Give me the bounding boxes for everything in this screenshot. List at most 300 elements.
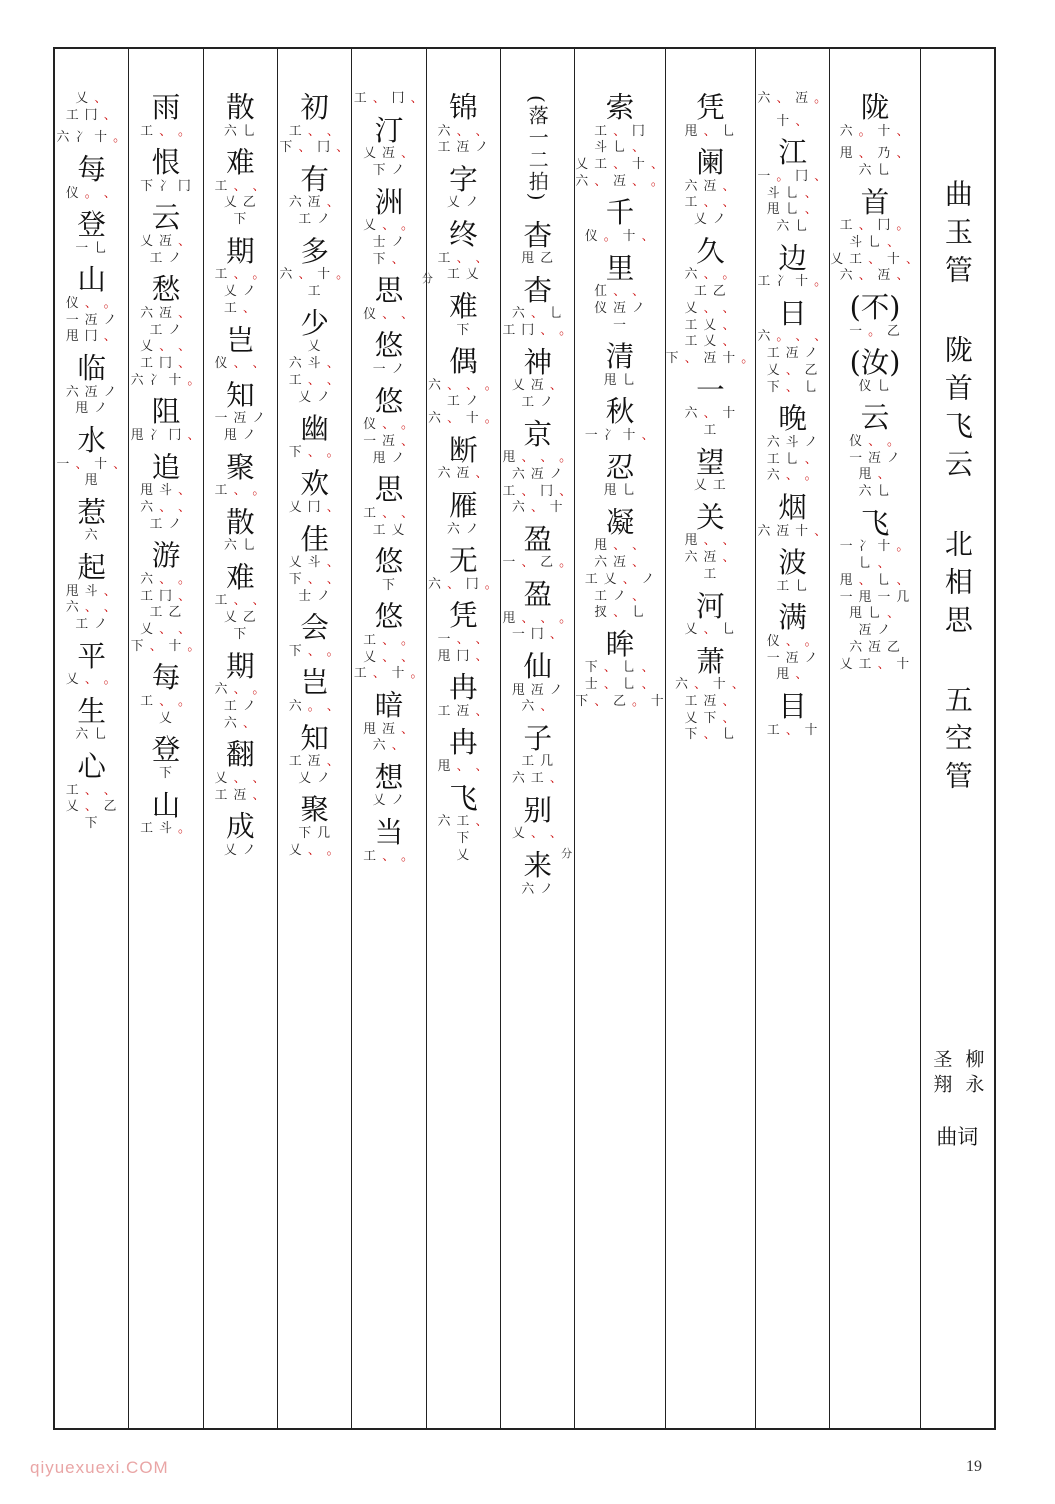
gongche-notation: 一 冱 、 bbox=[363, 433, 415, 449]
gongche-notation: 下 、 bbox=[372, 251, 406, 267]
gongche-notation: 六 、 、 bbox=[65, 600, 118, 616]
gongche-notation: 六 乚 bbox=[858, 162, 892, 178]
gongche-notation: 工 、 、 bbox=[363, 505, 415, 521]
lyric-char: 难 bbox=[226, 145, 255, 180]
gongche-notation: 工 ノ bbox=[75, 617, 108, 633]
lyric-char: 雁 bbox=[449, 488, 478, 523]
lyric-unit bbox=[512, 346, 564, 412]
gongche-notation: 甩 乙 bbox=[521, 251, 555, 267]
gongche-notation: 工 冱 ノ bbox=[437, 140, 490, 156]
lyric-unit bbox=[575, 91, 664, 191]
gongche-notation: 六 乚 bbox=[224, 123, 257, 139]
lyric-char: 悠 bbox=[374, 328, 404, 363]
lyric-unit bbox=[56, 424, 126, 490]
lyric-char: 雨 bbox=[151, 90, 181, 124]
lyric-unit bbox=[289, 793, 341, 859]
gongche-notation: 下 、 、 bbox=[288, 571, 341, 587]
gongche-notation: 六 斗 ノ bbox=[766, 434, 819, 450]
gongche-notation: 甩 斗 、 bbox=[140, 483, 192, 499]
gongche-notation: 一 冫 十 、 bbox=[584, 427, 656, 443]
lyric-char: 飞 bbox=[449, 780, 478, 815]
lyric-unit bbox=[215, 379, 267, 445]
page-number: 19 bbox=[966, 1458, 982, 1475]
lyric-unit bbox=[224, 810, 257, 859]
lyric-unit bbox=[521, 219, 554, 268]
gongche-notation: 六 冱 、 bbox=[288, 195, 341, 211]
gongche-notation: 仪 、 。 bbox=[363, 417, 415, 433]
lyric-char: 凭 bbox=[696, 90, 725, 124]
gongche-notation: 乂 工 、 十 、 bbox=[830, 251, 920, 267]
gongche-notation: 工 冂 、 bbox=[140, 356, 192, 372]
lyric-char: 悠 bbox=[374, 383, 404, 418]
lyric-char: 每 bbox=[151, 660, 181, 695]
lyric-char: 别 bbox=[523, 792, 553, 827]
gongche-notation: 工 ノ 、 bbox=[594, 588, 646, 604]
gongche-notation: 乂 ノ bbox=[372, 793, 406, 809]
lyric-unit bbox=[840, 507, 910, 674]
gongche-notation: 十 、 bbox=[776, 113, 809, 129]
lyric-unit bbox=[131, 395, 201, 444]
gongche-notation: 冱 ノ bbox=[858, 623, 892, 639]
gongche-notation: 乂 ノ bbox=[224, 842, 257, 858]
lyric-unit bbox=[428, 345, 498, 428]
gongche-notation: 工 冫 十 。 bbox=[757, 274, 828, 290]
gongche-notation: 工 几 bbox=[521, 754, 555, 770]
gongche-notation: 六 乚 bbox=[75, 727, 108, 743]
lyric-unit bbox=[767, 402, 819, 485]
gongche-notation: 甩 、 bbox=[858, 467, 892, 483]
gongche-notation: 甩 、 、 。 bbox=[502, 450, 573, 466]
gongche-notation: 六 、 bbox=[521, 699, 555, 715]
gongche-notation: 乂 bbox=[456, 847, 471, 863]
gongche-notation: 六 、 十 。 bbox=[428, 411, 499, 427]
gongche-notation: 一 冱 ノ bbox=[214, 411, 267, 427]
gongche-notation: 甩 冂 、 bbox=[437, 648, 490, 664]
lyric-unit bbox=[140, 91, 192, 140]
gongche-notation: 工 、 冂 、 bbox=[502, 483, 573, 499]
lyric-unit bbox=[66, 263, 118, 346]
gongche-notation: 乂 、 乙 bbox=[766, 362, 819, 378]
lyric-unit bbox=[140, 661, 192, 727]
gongche-notation: 工 、 、 bbox=[214, 178, 267, 194]
lyric-unit bbox=[140, 451, 192, 534]
lyric-char: 惹 bbox=[77, 494, 106, 529]
gongche-notation: 仪 。 、 bbox=[65, 185, 118, 201]
lyric-unit bbox=[363, 816, 415, 865]
lyric-unit bbox=[694, 446, 727, 495]
gongche-notation: 工 、 。 bbox=[214, 483, 267, 499]
gongche-notation: 六 工 、 bbox=[511, 771, 564, 787]
lyric-unit bbox=[849, 401, 901, 501]
lyric-unit bbox=[289, 722, 341, 788]
lyric-char: 游 bbox=[151, 538, 181, 573]
lyric-char: 偶 bbox=[449, 344, 478, 379]
lyric-char: 盈 bbox=[523, 521, 553, 556]
lyric-unit bbox=[512, 650, 564, 716]
gongche-notation: 六 乚 bbox=[858, 484, 892, 500]
score-column bbox=[55, 49, 129, 1428]
lyric-unit bbox=[604, 340, 637, 389]
gongche-notation: 下 bbox=[382, 577, 396, 593]
lyric-unit bbox=[140, 146, 192, 195]
lyric-char: 无 bbox=[449, 543, 478, 578]
performance-annotation: (落一二拍) bbox=[525, 95, 550, 203]
gongche-notation: 乂 工 bbox=[694, 478, 727, 494]
lyric-unit bbox=[512, 794, 564, 843]
lyric-char: 萧 bbox=[696, 643, 725, 678]
gongche-notation: 乂 冂 、 bbox=[288, 499, 341, 515]
gongche-notation: 一 bbox=[613, 317, 627, 333]
gongche-notation: 乂 bbox=[159, 710, 173, 726]
lyric-unit bbox=[685, 501, 737, 584]
fen-mark: 分 bbox=[561, 847, 573, 861]
gongche-notation: 六 斗 、 bbox=[288, 356, 341, 372]
lyric-char: 幽 bbox=[300, 411, 329, 446]
gongche-notation: 工 、 、 bbox=[437, 250, 490, 266]
lyric-char: 登 bbox=[77, 207, 106, 242]
lyric-char: 子 bbox=[523, 720, 553, 755]
gongche-notation: 六 、 、 bbox=[140, 499, 192, 515]
lyric-unit bbox=[215, 324, 267, 373]
gongche-notation: 乂 、 、 bbox=[363, 649, 415, 665]
gongche-notation: 六 、 bbox=[372, 738, 406, 754]
gongche-notation: 乂 ノ bbox=[298, 770, 332, 786]
title-column bbox=[921, 49, 994, 1428]
gongche-notation: 乂 、 、 bbox=[684, 300, 737, 316]
lyric-unit bbox=[289, 523, 341, 606]
lyric-char: 聚 bbox=[226, 449, 255, 484]
gongche-notation: 乂 bbox=[307, 339, 322, 355]
gongche-notation: 下 、 。 bbox=[288, 643, 341, 659]
gongche-notation: 下 、 乚 、 bbox=[584, 660, 656, 676]
gongche-notation: 工 、 冂 、 bbox=[353, 91, 425, 106]
lyric-char: 暗 bbox=[374, 688, 404, 723]
lyric-unit bbox=[757, 136, 827, 236]
gongche-notation: 工 冂 、 bbox=[65, 107, 118, 123]
gongche-notation: 一 、 、 bbox=[437, 631, 490, 647]
lyric-unit bbox=[363, 114, 415, 180]
lyric-char: 知 bbox=[226, 377, 255, 412]
gongche-notation: 工 、 十 bbox=[766, 722, 819, 738]
author-role: 曲词 bbox=[936, 1125, 979, 1149]
gongche-notation: 六 、 十 、 bbox=[675, 677, 746, 693]
gongche-notation: 工 ノ bbox=[149, 516, 183, 532]
gongche-notation: 乂 、 、 bbox=[214, 770, 267, 786]
lyric-char: 心 bbox=[77, 749, 106, 784]
gongche-notation: 乂 、 乙 bbox=[65, 799, 118, 815]
gongche-notation: 一 冫 十 。 bbox=[839, 539, 911, 555]
lyric-unit bbox=[840, 91, 910, 140]
gongche-notation: 六 bbox=[84, 528, 99, 544]
gongche-notation: 甩 、 、 bbox=[594, 538, 646, 554]
lyric-unit bbox=[289, 307, 341, 407]
lyric-char: 终 bbox=[449, 217, 478, 252]
gongche-notation: 工 乂 bbox=[447, 267, 480, 283]
lyric-unit bbox=[354, 600, 424, 683]
gongche-notation: 六 冱 ノ bbox=[511, 466, 564, 482]
gongche-notation: 乂 斗 、 bbox=[288, 555, 341, 571]
gongche-notation: 工 冱 、 bbox=[288, 754, 341, 770]
lyric-unit bbox=[503, 523, 573, 572]
lyric-unit bbox=[585, 395, 655, 444]
lyric-unit bbox=[449, 290, 478, 339]
lyric-unit bbox=[767, 690, 819, 739]
gongche-notation: 工 乂 、 bbox=[684, 317, 737, 333]
gongche-notation: 一 、 乙 。 bbox=[502, 555, 573, 571]
lyric-char: 凝 bbox=[605, 504, 635, 539]
gongche-notation: 六 、 。 bbox=[766, 468, 819, 484]
gongche-notation: 工 、 。 bbox=[140, 123, 192, 139]
gongche-notation: 甩 乚 bbox=[603, 372, 637, 388]
lyric-char: 波 bbox=[778, 545, 807, 580]
gongche-notation: 工 乙 bbox=[149, 605, 183, 621]
lyric-char: 期 bbox=[226, 648, 255, 683]
gongche-notation: 下 、 冱 十 。 bbox=[665, 351, 755, 367]
gongche-notation: 工 冱 、 bbox=[684, 693, 737, 709]
gongche-notation: 六 冱 、 bbox=[140, 305, 192, 321]
gongche-notation: 六 、 冂 。 bbox=[428, 576, 499, 592]
gongche-notation: 甩 bbox=[84, 473, 99, 489]
gongche-notation: 仪 、 、 bbox=[214, 356, 267, 372]
gongche-notation: 甩 、 bbox=[776, 667, 809, 683]
tune-title: 陇首飞云 bbox=[940, 335, 974, 487]
lyric-char: 思 bbox=[374, 472, 404, 507]
lyric-unit bbox=[66, 153, 118, 202]
score-column bbox=[830, 49, 920, 1428]
gongche-notation: 乂 乙 bbox=[224, 610, 257, 626]
lyric-char: 起 bbox=[77, 550, 106, 585]
gongche-notation: 乂 乙 bbox=[224, 195, 257, 211]
suite-title: 曲玉管 bbox=[940, 179, 974, 293]
gongche-notation: 六 冱 、 bbox=[684, 550, 737, 566]
gongche-notation: 工 、 。 bbox=[140, 693, 192, 709]
lyric-unit bbox=[215, 235, 267, 318]
gongche-notation: 六 、 、 bbox=[437, 123, 490, 139]
gongche-notation: 士 ノ bbox=[298, 588, 332, 604]
lyric-char: 眸 bbox=[605, 626, 635, 661]
gongche-notation: 乂 冱 、 bbox=[363, 146, 415, 162]
gongche-notation: 六 冫 十 。 bbox=[56, 130, 127, 146]
lyric-char: 想 bbox=[374, 759, 404, 794]
gongche-notation: 仜 、 、 bbox=[594, 284, 646, 300]
gongche-notation: 工 ノ bbox=[521, 394, 555, 410]
gongche-notation: 一 、 十 、 bbox=[56, 456, 127, 472]
author-block bbox=[926, 1049, 988, 1099]
lyric-unit bbox=[757, 242, 827, 291]
lyric-unit bbox=[279, 91, 349, 157]
lyric-unit bbox=[152, 733, 181, 782]
lyric-char: 难 bbox=[449, 289, 478, 324]
gongche-notation: 下 、 乚 bbox=[684, 727, 737, 743]
gongche-notation: 工 乂 、 ノ bbox=[584, 571, 656, 587]
lyric-unit bbox=[131, 273, 201, 389]
lyric-unit bbox=[289, 163, 341, 229]
lyric-char: (汝) bbox=[849, 345, 901, 380]
lyric-unit bbox=[850, 346, 901, 395]
gongche-notation: 甩 ノ bbox=[372, 450, 406, 466]
gongche-notation: 工 、 、 bbox=[214, 593, 267, 609]
gongche-notation: 六 、 bbox=[224, 715, 257, 731]
lyric-unit bbox=[215, 738, 267, 804]
lyric-char: 悠 bbox=[374, 544, 404, 579]
gongche-notation: 六 。 、 bbox=[288, 698, 341, 714]
lyric-unit bbox=[363, 689, 415, 755]
gongche-notation: 扠 、 乚 bbox=[594, 605, 646, 621]
gongche-notation: 下 冫 冂 bbox=[140, 178, 192, 194]
lyric-char: 翻 bbox=[226, 737, 255, 772]
score-column bbox=[501, 49, 575, 1428]
gongche-notation: 六 工 、 bbox=[437, 814, 490, 830]
lyric-char: 河 bbox=[696, 588, 725, 623]
gongche-notation: 工 ノ bbox=[224, 698, 257, 714]
gongche-notation: 乂 、 乚 bbox=[684, 622, 737, 638]
gongche-notation: 工 乚 、 bbox=[766, 451, 819, 467]
lyric-char: 一 bbox=[696, 372, 725, 407]
gongche-notation: 甩 、 、 。 bbox=[502, 610, 573, 626]
lyric-unit bbox=[585, 506, 655, 622]
lyric-unit bbox=[289, 666, 341, 715]
lyric-unit bbox=[438, 599, 490, 665]
gongche-notation: 一 。 冂 、 bbox=[757, 168, 828, 184]
lyric-char: 云 bbox=[151, 200, 181, 235]
gongche-notation: 六 、 。 bbox=[214, 682, 267, 698]
lyric-unit bbox=[757, 491, 827, 540]
gongche-notation: 工 、 、 bbox=[65, 782, 118, 798]
gongche-notation: 六 、 冱 。 bbox=[757, 91, 828, 106]
watermark-text: qiyuexuexi.COM bbox=[30, 1458, 169, 1477]
lyric-char: 散 bbox=[226, 90, 255, 124]
gongche-notation: 工 、 、 bbox=[288, 123, 341, 139]
lyric-unit bbox=[523, 91, 552, 213]
lyric-char: 边 bbox=[778, 240, 807, 275]
gongche-notation: 工 乂 bbox=[372, 522, 406, 538]
lyric-char: 追 bbox=[151, 449, 181, 484]
score-frame bbox=[53, 47, 996, 1430]
lyric-unit bbox=[757, 91, 827, 108]
gongche-notation: 六 、 十 bbox=[511, 500, 564, 516]
lyric-unit bbox=[373, 761, 406, 810]
lyric-unit bbox=[363, 473, 415, 539]
lyric-unit bbox=[75, 208, 108, 257]
gongche-notation: 乂 ノ bbox=[298, 389, 332, 405]
lyric-unit bbox=[840, 146, 910, 180]
gongche-notation: 工 ノ bbox=[149, 250, 183, 266]
gongche-notation: 乂 、 、 bbox=[511, 826, 564, 842]
gongche-notation: 六 、 十 。 bbox=[279, 267, 350, 283]
lyric-unit bbox=[685, 590, 737, 639]
lyric-unit bbox=[66, 640, 118, 689]
gongche-notation: 仪 、 。 bbox=[849, 433, 901, 449]
gongche-notation: 六 、 冱 、 。 bbox=[575, 173, 665, 189]
lyric-char: 岂 bbox=[300, 665, 329, 700]
gongche-notation: 甩 ノ bbox=[75, 401, 108, 417]
gongche-notation: 甩 乚 bbox=[603, 483, 637, 499]
gongche-notation: 六 冱 十 、 bbox=[757, 523, 828, 539]
lyric-char: 欢 bbox=[300, 466, 329, 501]
gongche-notation: 斗 乚 、 bbox=[766, 185, 819, 201]
lyric-char: 阑 bbox=[696, 145, 725, 180]
gongche-notation: 下 ノ bbox=[372, 162, 406, 178]
lyric-unit bbox=[575, 628, 664, 711]
gongche-notation: 工 乙 bbox=[694, 284, 727, 300]
gongche-notation: 一 甩 一 几 bbox=[839, 589, 911, 605]
gongche-notation: 工 、 bbox=[224, 300, 257, 316]
gongche-notation: 下 bbox=[159, 765, 173, 781]
lyric-unit bbox=[776, 114, 809, 131]
lyric-char: 秋 bbox=[605, 394, 635, 429]
gongche-notation: 斗 乚 、 bbox=[849, 234, 901, 250]
lyric-char: 阻 bbox=[151, 394, 181, 429]
lyric-unit bbox=[438, 91, 490, 157]
gongche-notation: 工 、 、 bbox=[684, 195, 737, 211]
gongche-notation: 斗 乚 、 bbox=[594, 140, 646, 156]
score-column bbox=[666, 49, 756, 1428]
gongche-notation: 六 冫 十 。 bbox=[130, 372, 202, 388]
gongche-notation: 甩 冱 ノ bbox=[511, 682, 564, 698]
lyric-unit bbox=[66, 352, 118, 418]
lyric-unit bbox=[279, 235, 349, 301]
gongche-notation: 仪 、 。 bbox=[766, 633, 819, 649]
gongche-notation: 乂 、 、 bbox=[140, 339, 192, 355]
gongche-notation: 下 、 十 。 bbox=[130, 638, 202, 654]
gongche-notation: 乂 冱 、 bbox=[140, 233, 192, 249]
gongche-notation: 六 冱 、 bbox=[437, 466, 490, 482]
author-left: 圣翔 bbox=[930, 1049, 953, 1099]
lyric-char: 平 bbox=[77, 638, 106, 673]
lyric-unit bbox=[521, 847, 573, 898]
lyric-char: 久 bbox=[696, 233, 725, 268]
gongche-notation: 六 、 冱 、 bbox=[839, 268, 911, 284]
gongche-notation: 仪 。 十 、 bbox=[584, 228, 656, 244]
lyric-char: 生 bbox=[77, 693, 106, 728]
lyric-char: 仙 bbox=[523, 649, 553, 684]
lyric-char: 晚 bbox=[778, 401, 807, 436]
gongche-notation: 甩 ノ bbox=[224, 427, 257, 443]
lyric-char: 里 bbox=[605, 250, 635, 285]
lyric-char: 恨 bbox=[151, 145, 181, 180]
gongche-notation: 六 、 。 bbox=[684, 267, 737, 283]
gongche-notation: 工 、 冂 bbox=[594, 123, 646, 139]
lyric-char: 锦 bbox=[449, 90, 478, 124]
lyric-char: 水 bbox=[77, 423, 106, 457]
gongche-notation: 工 bbox=[307, 284, 322, 300]
lyric-char: 江 bbox=[778, 135, 807, 170]
lyric-char: 杳 bbox=[523, 217, 553, 252]
lyric-unit bbox=[438, 671, 490, 720]
lyric-unit bbox=[503, 274, 573, 340]
gongche-notation: 仪 、 、 bbox=[363, 306, 415, 322]
gongche-notation: 工 冱 、 bbox=[214, 787, 267, 803]
lyric-unit bbox=[215, 650, 267, 733]
gongche-notation: 甩 冫 冂 、 bbox=[130, 427, 202, 443]
lyric-unit bbox=[373, 329, 406, 378]
gongche-notation: 工 斗 。 bbox=[140, 821, 192, 837]
lyric-unit bbox=[438, 782, 490, 865]
lyric-char: 知 bbox=[300, 720, 329, 755]
lyric-char: 会 bbox=[300, 610, 329, 645]
lyric-unit bbox=[224, 506, 257, 555]
gongche-notation: 工 乂 、 bbox=[684, 334, 737, 350]
lyric-unit bbox=[675, 645, 745, 745]
lyric-unit bbox=[428, 544, 498, 593]
lyric-char: (不) bbox=[849, 290, 901, 324]
kong-title: 五空管 bbox=[940, 685, 974, 799]
gongche-notation: 仪 冱 ノ bbox=[594, 300, 646, 316]
gongche-notation: 六 。 十 、 bbox=[839, 123, 911, 139]
gongche-notation: 乂 下 、 bbox=[684, 710, 737, 726]
lyric-unit bbox=[757, 297, 827, 397]
lyric-char: 字 bbox=[449, 161, 478, 196]
